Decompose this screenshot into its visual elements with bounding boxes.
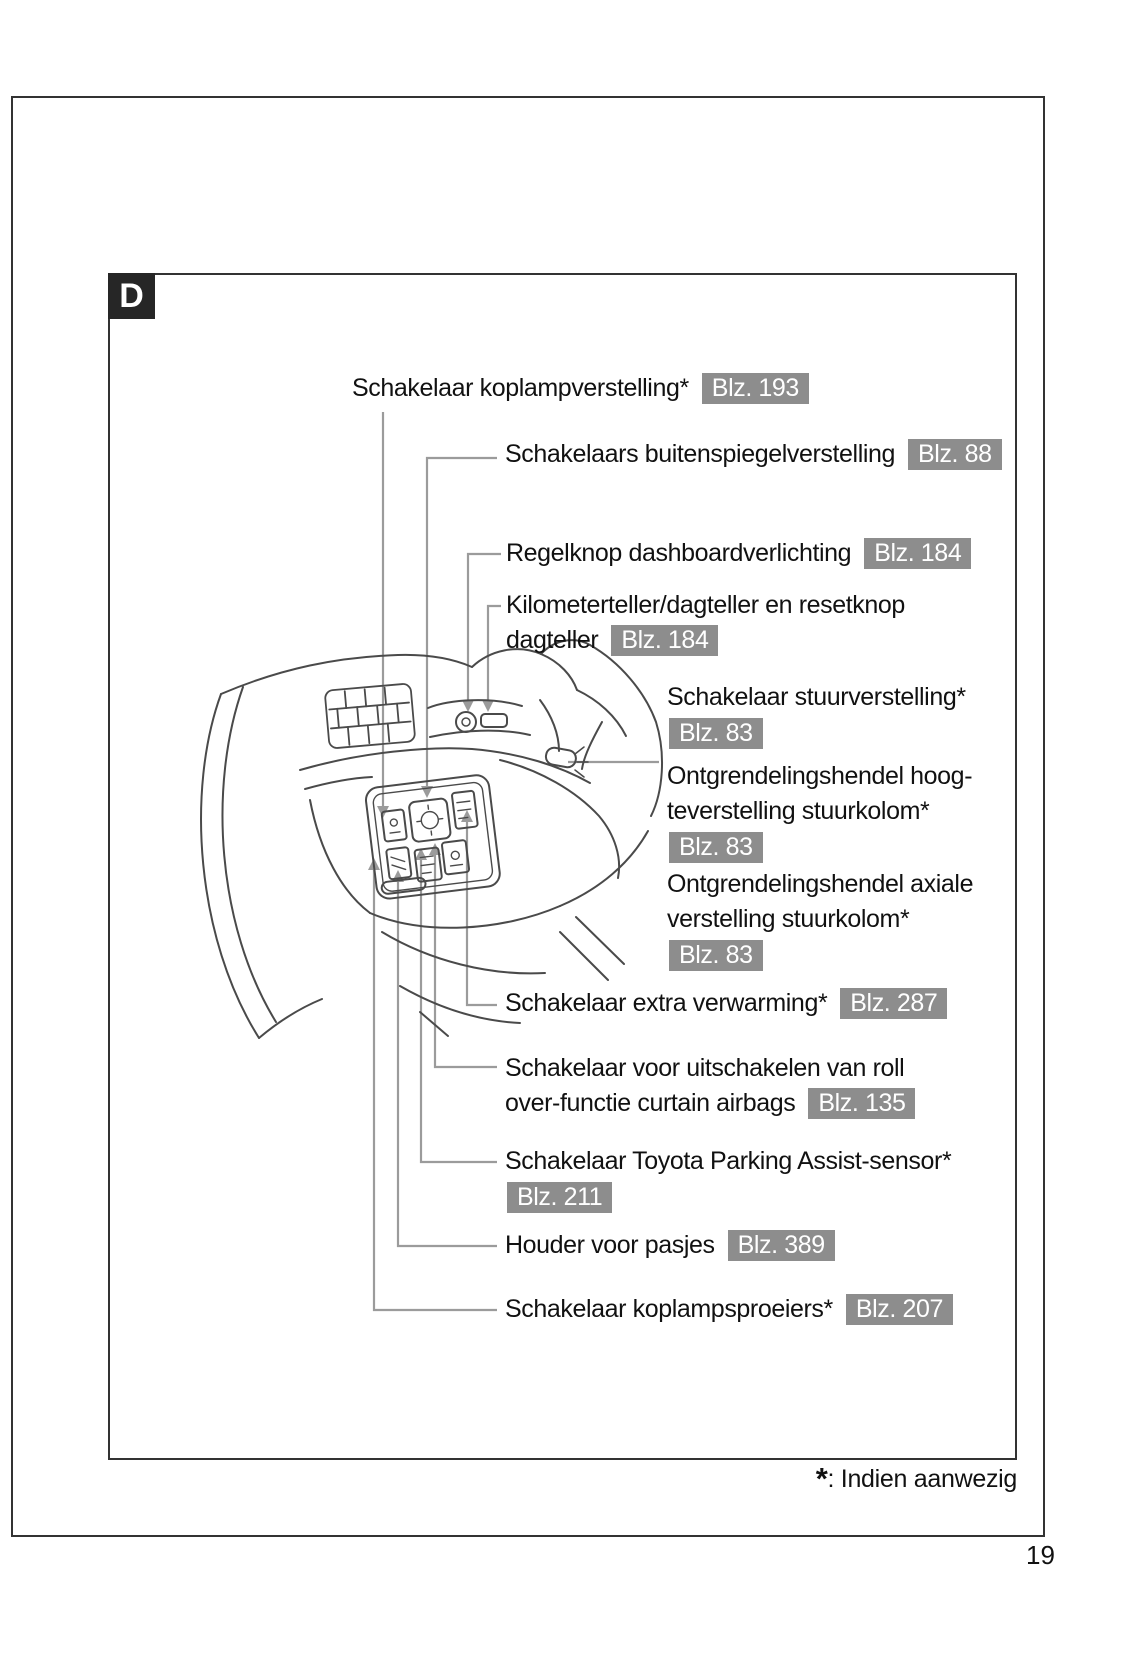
page-ref-badge: Blz. 184 bbox=[864, 538, 971, 569]
page-ref-badge: Blz. 207 bbox=[846, 1294, 953, 1325]
page-number: 19 bbox=[1026, 1540, 1055, 1570]
callout-label: Ontgrendelingshendel hoog- bbox=[667, 762, 973, 790]
callout-label: Schakelaar stuurverstelling* bbox=[667, 683, 966, 711]
page-ref-badge: Blz. 88 bbox=[908, 439, 1002, 470]
footnote bbox=[816, 1461, 1017, 1497]
callout-label: Schakelaar koplampsproeiers* bbox=[505, 1295, 833, 1323]
callout-ontgrendeling-hoogte bbox=[667, 759, 972, 865]
callout-extra-verwarming bbox=[505, 986, 947, 1021]
callout-label: teverstelling stuurkolom* bbox=[667, 797, 930, 825]
callout-label: Regelknop dashboardverlichting bbox=[506, 539, 852, 567]
asterisk-mark: * bbox=[815, 1461, 828, 1496]
callout-label: verstelling stuurkolom* bbox=[667, 905, 910, 933]
callout-label: Kilometerteller/dagteller en resetknop bbox=[506, 591, 905, 619]
page-ref-badge: Blz. 184 bbox=[611, 625, 718, 656]
callout-koplampverstelling bbox=[352, 371, 809, 406]
callout-label: Schakelaar extra verwarming* bbox=[505, 989, 828, 1017]
callout-dashboardverlichting bbox=[506, 536, 971, 571]
callout-label: Schakelaar koplampverstelling* bbox=[352, 374, 689, 402]
page-ref-badge: Blz. 287 bbox=[840, 988, 947, 1019]
page-ref-badge: Blz. 211 bbox=[507, 1182, 612, 1213]
page-ref-badge: Blz. 193 bbox=[702, 373, 809, 404]
page-ref-badge: Blz. 83 bbox=[669, 832, 763, 863]
callout-curtain-airbags bbox=[505, 1051, 915, 1121]
callout-kilometerteller bbox=[506, 588, 905, 658]
callout-label: Ontgrendelingshendel axiale bbox=[667, 870, 974, 898]
callout-ontgrendeling-axiaal bbox=[667, 867, 973, 973]
page-ref-badge: Blz. 135 bbox=[808, 1088, 915, 1119]
callout-label: Schakelaars buitenspiegelverstelling bbox=[505, 440, 896, 468]
page-ref-badge: Blz. 83 bbox=[669, 940, 763, 971]
footnote-text: : Indien aanwezig bbox=[827, 1465, 1017, 1493]
callout-houder-pasjes bbox=[505, 1228, 835, 1263]
callout-buitenspiegelverstelling bbox=[505, 437, 1002, 472]
section-tab: D bbox=[108, 273, 155, 319]
callout-label: Houder voor pasjes bbox=[505, 1231, 715, 1259]
callout-stuurverstelling bbox=[667, 680, 966, 751]
callout-label: dagteller bbox=[506, 626, 599, 654]
callout-label: Schakelaar voor uitschakelen van roll bbox=[505, 1054, 905, 1082]
page-ref-badge: Blz. 389 bbox=[728, 1230, 835, 1261]
callout-label: Schakelaar Toyota Parking Assist-sensor* bbox=[505, 1147, 952, 1175]
callout-koplampsproeiers bbox=[505, 1292, 953, 1327]
callout-label: over-functie curtain airbags bbox=[505, 1089, 796, 1117]
callout-parking-assist bbox=[505, 1144, 951, 1215]
page-ref-badge: Blz. 83 bbox=[669, 718, 763, 749]
